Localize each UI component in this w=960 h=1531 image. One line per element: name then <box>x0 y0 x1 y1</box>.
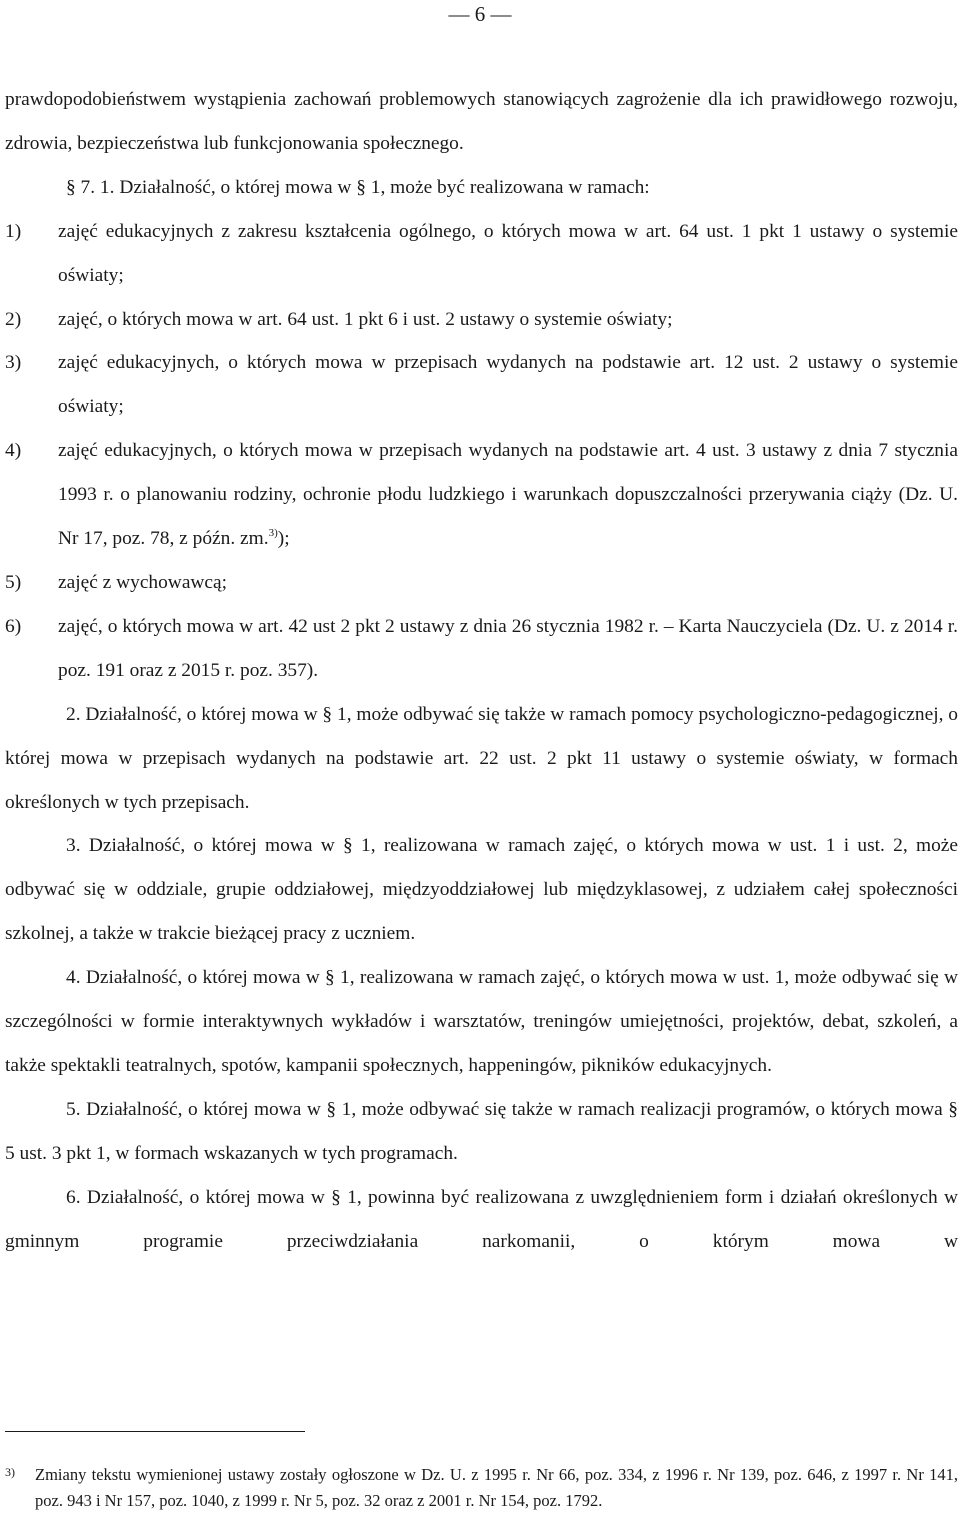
item-text: zajęć edukacyjnych, o których mowa w przepisach wydanych na podstawie art. 4 ust. 3 ustawy z dnia 7 stycznia 1993 r. o planowaniu rodziny, ochronie płodu ludzkiego i warunkach dopuszczalności przerywania ciąży (Dz. U. Nr 17, poz. 78, z późn. zm. <box>58 440 958 550</box>
item-text-with-footnote <box>58 429 958 561</box>
paragraph: 3. Działalność, o której mowa w § 1, realizowana w ramach zajęć, o których mowa w ust. 1 i ust. 2, może odbywać się w oddziale, grupie oddziałowej, międzyoddziałowej lub międzyklasowej, z udziałem całej społeczności szkolnej, a także w trakcie bieżącej pracy z uczniem. <box>5 835 958 945</box>
item-number: 6) <box>5 615 22 637</box>
item-text: zajęć, o których mowa w art. 64 ust. 1 pkt 6 i ust. 2 ustawy o systemie oświaty; <box>58 308 673 330</box>
footnote-reference: 3) <box>268 527 278 540</box>
item-number: 3) <box>5 352 22 374</box>
paragraph: 6. Działalność, o której mowa w § 1, powinna być realizowana z uwzględnieniem form i działań określonych w gminnym programie przeciwdziałania narkomanii, o którym mowa w <box>5 1186 958 1252</box>
footnote-mark: 3) <box>5 1465 15 1479</box>
list-item <box>5 561 958 605</box>
paragraph: 2. Działalność, o której mowa w § 1, może odbywać się także w ramach pomocy psychologiczno-pedagogicznej, o której mowa w przepisach wydanych na podstawie art. 22 ust. 2 pkt 11 ustawy o systemie oświaty, w formach określonych w tych przepisach. <box>5 703 958 813</box>
paragraph: 5. Działalność, o której mowa w § 1, może odbywać się także w ramach realizacji programów, o których mowa § 5 ust. 3 pkt 1, w formach wskazanych w tych programach. <box>5 1098 958 1164</box>
item-number: 4) <box>5 440 22 462</box>
item-text-tail: ); <box>277 528 290 550</box>
document-body <box>5 78 958 1263</box>
list-item <box>5 605 958 693</box>
list-item <box>5 341 958 429</box>
intro-paragraph: prawdopodobieństwem wystąpienia zachowań problemowych stanowiących zagrożenie dla ich prawidłowego rozwoju, zdrowia, bezpieczeństwa lub funkcjonowania społecznego. <box>5 89 958 154</box>
item-text: zajęć edukacyjnych z zakresu kształcenia ogólnego, o których mowa w art. 64 ust. 1 pkt 1 ustawy o systemie oświaty; <box>58 220 958 286</box>
footnote-divider <box>5 1431 305 1432</box>
list-item <box>5 298 958 342</box>
footnote <box>5 1462 958 1513</box>
section-heading: § 7. 1. Działalność, o której mowa w § 1, może być realizowana w ramach: <box>66 176 650 198</box>
list-item <box>5 210 958 298</box>
item-number: 5) <box>5 571 22 593</box>
paragraph: 4. Działalność, o której mowa w § 1, realizowana w ramach zajęć, o których mowa w ust. 1, może odbywać się w szczególności w formie interaktywnych wykładów i warsztatów, treningów umiejętności, projektów, debat, szkoleń, a także spektakli teatralnych, spotów, kampanii społecznych, happeningów, pikników edukacyjnych. <box>5 967 958 1076</box>
item-text: zajęć edukacyjnych, o których mowa w przepisach wydanych na podstawie art. 12 ust. 2 ustawy o systemie oświaty; <box>58 352 958 418</box>
page-number: — 6 — <box>448 2 512 26</box>
item-number: 2) <box>5 308 22 330</box>
item-text: zajęć z wychowawcą; <box>58 571 228 593</box>
item-number: 1) <box>5 220 22 242</box>
item-text: zajęć, o których mowa w art. 42 ust 2 pkt 2 ustawy z dnia 26 stycznia 1982 r. – Karta Nauczyciela (Dz. U. z 2014 r. poz. 191 oraz z 2015 r. poz. 357). <box>58 615 958 681</box>
footnote-text: Zmiany tekstu wymienionej ustawy zostały ogłoszone w Dz. U. z 1995 r. Nr 66, poz. 334, z 1996 r. Nr 139, poz. 646, z 1997 r. Nr 141, poz. 943 i Nr 157, poz. 1040, z 1999 r. Nr 5, poz. 32 oraz z 2001 r. Nr 154, poz. 1792. <box>35 1465 958 1510</box>
list-item <box>5 429 958 561</box>
